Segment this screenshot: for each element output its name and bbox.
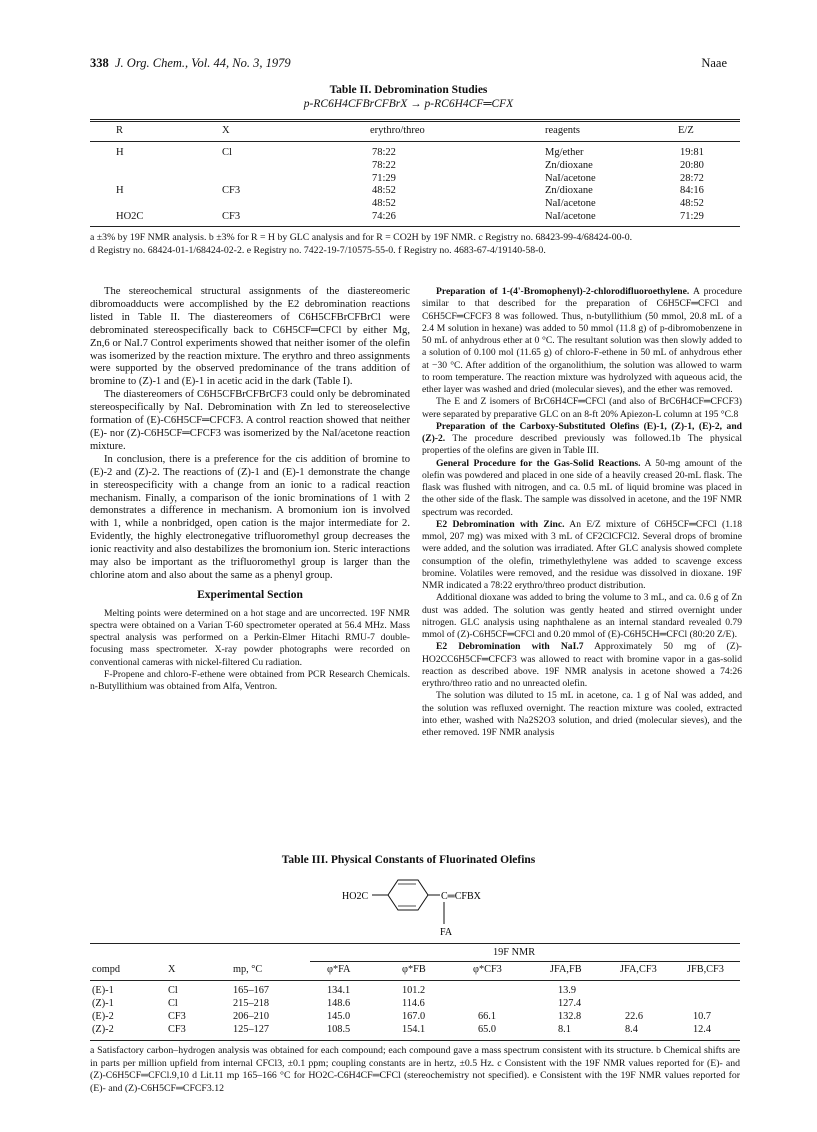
table-cell-ez: 20:80 <box>680 159 704 171</box>
table-cell-x: Cl <box>168 985 178 996</box>
table-cell-reagent: NaI/acetone <box>545 198 596 210</box>
nmr-group-header: 19F NMR <box>493 947 536 958</box>
section-heading: Experimental Section <box>197 588 303 601</box>
benzene-ring <box>388 880 428 910</box>
table-cell-ratio: 78:22 <box>372 147 396 158</box>
th-reagents: reagents <box>545 125 580 136</box>
table-cell-r: H <box>116 185 124 197</box>
table-cell-fb: 154.1 <box>402 1024 426 1035</box>
table-cell-mp: 215–218 <box>233 998 270 1009</box>
table-cell-x: CF3 <box>222 211 241 222</box>
paragraph: Approximately 50 mg of (Z)-HO2CC6H5CF═CFCF3 was allowed to react with bromine vapor in a gas-solid reaction as described above. 19F NMR analysis in acetone showed a 74:26 erythro/threo ratio and no unreacted olefin. <box>422 641 742 689</box>
table-cell-ratio: 71:29 <box>372 172 396 184</box>
table-cell-compd: (Z)-1 <box>92 998 114 1009</box>
table-cell-compd: (Z)-2 <box>92 1024 114 1035</box>
th-mp: mp, °C <box>233 964 263 975</box>
paragraph: The stereochemical structural assignments of the diastereomeric dibromoadducts were accomplished by the E2 debromination reactions listed in Table II. The diastereomers of C6H5CFBrCFBrCl were debrominated stereospecifically back to C6H5CF═CFCl by either Mg, Zn,6 or NaI.7 Control experiments showed that neither isomer of the olefin was isomerized by the reaction mixture. The erythro and threo assignments were supported by the observed predominance of the trans addition of bromine to (Z)-1 and (E)-1 in acetic acid in the dark (Table I). <box>90 286 410 388</box>
th-fb: φ*FB <box>402 964 426 975</box>
table-cell-reagent: Zn/dioxane <box>545 159 593 171</box>
th-compd: compd <box>92 964 121 975</box>
right-column <box>422 286 742 739</box>
table-cell-x: Cl <box>222 147 232 158</box>
table-cell-mp: 125–127 <box>233 1024 270 1035</box>
th-ez: E/Z <box>678 125 694 136</box>
table2-top-rule <box>90 119 740 120</box>
table-cell-ez: 28:72 <box>680 172 704 184</box>
paragraph: A procedure similar to that described for the preparation of C6H5CF═CFCl and C6H5CF═CFCF3 8 was followed. Thus, n-butyllithium (50 mmol, 20.8 mL of a 2.4 M solution in hexane) was added to 50 mmol (11.8 g) of p-dibromobenzene in 50 mL of anhydrous ether at 0 °C. The resultant solution was then slowly added to a solution of 0.100 mol (11.65 g) of chloro-F-ethene in 50 mL of anhydrous ether at −30 °C. After addition of the organolithium, the solution was allowed to warm to room temperature. The reaction mixture was hydrolyzed with aqueous acid, the ether layer was washed and dried (molecular sieves), and the ether was removed. <box>422 286 742 395</box>
paragraph: F-Propene and chloro-F-ethene were obtained from PCR Research Chemicals. n-Butyllithium was obtained from Alfa, Ventron. <box>90 668 410 692</box>
running-header <box>90 56 291 71</box>
table-cell-compd: (E)-1 <box>92 985 114 996</box>
th-cf3: φ*CF3 <box>473 964 502 975</box>
paragraph: Additional dioxane was added to bring the volume to 3 mL, and ca. 0.6 g of Zn dust was added. The solution was gently heated and stirred overnight under nitrogen. GLC analysis using naphthalene as an internal standard revealed 0.79 mmol of (Z)-C6H5CF═CFCl and 0.20 mmol of (E)-C6H5CH═CFCl (80:20 Z/E). <box>422 592 742 640</box>
subheading: General Procedure for the Gas-Solid Reactions. <box>436 457 641 469</box>
left-column <box>90 286 410 693</box>
subheading: Preparation of 1-(4'-Bromophenyl)-2-chlorodifluoroethylene. <box>436 286 690 297</box>
page-number: 338 <box>90 56 109 70</box>
table-cell-ez: 48:52 <box>680 198 704 210</box>
table-cell-jacf: 22.6 <box>625 1011 644 1022</box>
table-cell-cf3: 66.1 <box>478 1011 497 1022</box>
table-cell-jbcf: 12.4 <box>693 1024 712 1035</box>
structure-right-group: C═CFBX <box>441 891 481 902</box>
structure-left-group: HO2C <box>342 891 369 902</box>
table-cell-fa: 148.6 <box>327 998 351 1009</box>
table-cell-fa: 145.0 <box>327 1011 351 1022</box>
th-jacf: JFA,CF3 <box>620 964 657 975</box>
paragraph: The solution was diluted to 15 mL in acetone, ca. 1 g of NaI was added, and the solution was refluxed overnight. The reaction mixture was cooled, extracted into ether, washed with Na2S2O3 solution, and dried (molecular sieves), and the ether removed. 19F NMR analysis <box>422 690 742 738</box>
paragraph: Melting points were determined on a hot stage and are uncorrected. 19F NMR spectra were obtained on a Varian T-60 spectrometer operated at 56.4 MHz. Mass spectral analysis was performed on a Perkin-Elmer Hitachi RMU-7 double-focusing mass spectrometer. X-ray powder photographs were recorded on conventional cameras with nickel-filtered Cu radiation. <box>90 607 410 668</box>
table2-bottom-rule <box>90 226 740 227</box>
table-cell-r: H <box>116 147 124 158</box>
th-jab: JFA,FB <box>550 964 582 975</box>
table-cell-ratio: 48:52 <box>372 185 396 197</box>
table-cell-jab: 132.8 <box>558 1011 582 1022</box>
table-cell-fb: 114.6 <box>402 998 425 1009</box>
table-cell-x: Cl <box>168 998 178 1009</box>
table3-top-rule <box>90 943 740 944</box>
table-cell-cf3: 65.0 <box>478 1024 497 1035</box>
table-cell-reagent: Mg/ether <box>545 147 584 158</box>
table-cell-fa: 134.1 <box>327 985 351 996</box>
journal-citation: J. Org. Chem., Vol. 44, No. 3, 1979 <box>115 56 291 70</box>
table-cell-reagent: NaI/acetone <box>545 211 596 222</box>
paragraph: The procedure described previously was followed.1b The physical properties of the olefins are given in Table III. <box>422 433 742 457</box>
subheading: Preparation of the Carboxy-Substituted Olefins (E)-1, (Z)-1, (E)-2, and (Z)-2. <box>422 420 742 444</box>
table-cell-x: CF3 <box>168 1024 186 1035</box>
th-x: X <box>222 125 230 136</box>
table-cell-x: CF3 <box>168 1011 186 1022</box>
subheading: E2 Debromination with NaI.7 <box>436 641 584 653</box>
table-cell-ratio: 74:26 <box>372 211 396 222</box>
paragraph: An E/Z mixture of C6H5CF═CFCl (1.18 mmol, 207 mg) was mixed with 3 mL of CF2ClCFCl2. Several drops of bromine were added, and the solution was irradiated. After GLC analysis showed complete consumption of the olefin, trimethylethylene was added to scavenge excess bromine. Volatiles were removed, and the residue was dissolved in dioxane. 19F NMR indicated a 78:22 erythro/threo product distribution. <box>422 518 743 591</box>
table-cell-jbcf: 10.7 <box>693 1011 712 1022</box>
th-ratio: erythro/threo <box>370 125 425 136</box>
table-cell-fa: 108.5 <box>327 1024 351 1035</box>
table-cell-ratio: 48:52 <box>372 198 396 210</box>
table-cell-fb: 167.0 <box>402 1011 426 1022</box>
table-cell-jacf: 8.4 <box>625 1024 638 1035</box>
table-cell-fb: 101.2 <box>402 985 426 996</box>
table3-nmr-rule <box>310 961 740 962</box>
th-r: R <box>116 125 124 136</box>
paragraph: The diastereomers of C6H5CFBrCFBrCF3 could only be debrominated stereospecifically by NaI. Debromination with Zn led to stereoselective formation of (E)-C6H5CF═CFCF3. A control reaction showed that neither (E)- nor (Z)-C6H5CF═CFCF3 was isomerized by the NaI/acetone reaction mixture. <box>90 389 410 452</box>
table3-footnote: a Satisfactory carbon–hydrogen analysis was obtained for each compound; each compound gave a mass spectrum consistent with its structure. b Chemical shifts are in parts per million upfield from internal CFCl3, ±0.1 ppm; coupling constants are in hertz, ±0.5 Hz. c Consistent with the 19F NMR values reported for (E)- and (Z)-C6H5CF═CFCl.9,10 d Lit.11 mp 165–166 °C for HO2C-C6H4CF═CFCl (stereochemistry not specified). e Consistent with the 19F NMR values reported for (E)- and (Z)-C6H5CF═CFCF3.12 <box>90 1045 740 1094</box>
table2-title: Table II. Debromination Studies <box>329 84 488 96</box>
table-cell-ez: 71:29 <box>680 211 704 222</box>
table-cell-reagent: Zn/dioxane <box>545 185 593 197</box>
table-cell-ez: 19:81 <box>680 147 704 158</box>
th-x: X <box>168 964 176 975</box>
paragraph: The E and Z isomers of BrC6H4CF═CFCl (and also of BrC6H4CF═CFCF3) were separated by preparative GLC on an 8-ft 20% Apiezon-L column at 195 °C.8 <box>422 396 742 420</box>
table-cell-ez: 84:16 <box>680 185 704 197</box>
structure-fa: FA <box>440 927 453 938</box>
paragraph: In conclusion, there is a preference for the cis addition of bromine to (E)-2 and (Z)-2. The reactions of (Z)-1 and (E)-1 demonstrate the change in stereospecificity with a change from an ionic to a radical reaction mechanism. Finally, a comparison of the ionic brominations of 1 with 2 demonstrates a difference in mechanism. A bromonium ion is involved with 1, while a nonbridged, open cation is the major intermediate for 2. Evidently, the highly electronegative trifluoromethyl group decreases the ionic reactivity and also destabilizes the bromonium ion. Steric interactions may also be important as the trifluoromethyl group is larger than the chlorine atom and also about the same as a phenyl group. <box>90 453 410 581</box>
table2-footnote-2: d Registry no. 68424-01-1/68424-02-2. e Registry no. 7422-19-7/10575-55-0. f Registry no. 4683-67-4/19140-58-0. <box>90 245 546 256</box>
table-cell-x: CF3 <box>222 185 241 197</box>
author-name: Naae <box>701 56 727 70</box>
paragraph: A 50-mg amount of the olefin was powdered and placed in one side of a heavily creased 20-mL flask. The flask was flushed with nitrogen, and ca. 0.5 mL of liquid bromine was placed in the other side of the flask. The sample was dissolved in acetone, and the 19F NMR spectrum was recorded. <box>422 457 742 518</box>
structure-diagram <box>340 872 500 942</box>
table2-reaction: p-RC6H4CFBrCFBrX → p-RC6H4CF═CFX <box>303 98 514 110</box>
table-cell-jab: 127.4 <box>558 998 582 1009</box>
table2-footnote-1: a ±3% by 19F NMR analysis. b ±3% for R = H by GLC analysis and for R = CO2H by 19F NMR. c Registry no. 68423-99-4/68424-00-0. <box>90 232 633 243</box>
table-cell-mp: 165–167 <box>233 985 270 996</box>
table-cell-r: HO2C <box>116 211 144 222</box>
table2-head-rule <box>90 141 740 142</box>
table-cell-jab: 13.9 <box>558 985 577 996</box>
table-cell-mp: 206–210 <box>233 1011 270 1022</box>
table-cell-compd: (E)-2 <box>92 1011 114 1022</box>
table-cell-jab: 8.1 <box>558 1024 571 1035</box>
th-fa: φ*FA <box>327 964 351 975</box>
table3-title: Table III. Physical Constants of Fluorinated Olefins <box>281 854 536 866</box>
subheading: E2 Debromination with Zinc. <box>436 518 565 530</box>
th-jbcf: JFB,CF3 <box>687 964 724 975</box>
table3-head-rule <box>90 980 740 981</box>
table-cell-ratio: 78:22 <box>372 159 396 171</box>
table3-bottom-rule <box>90 1040 740 1041</box>
table-cell-reagent: NaI/acetone <box>545 172 596 184</box>
table2-top-rule-2 <box>90 121 740 122</box>
